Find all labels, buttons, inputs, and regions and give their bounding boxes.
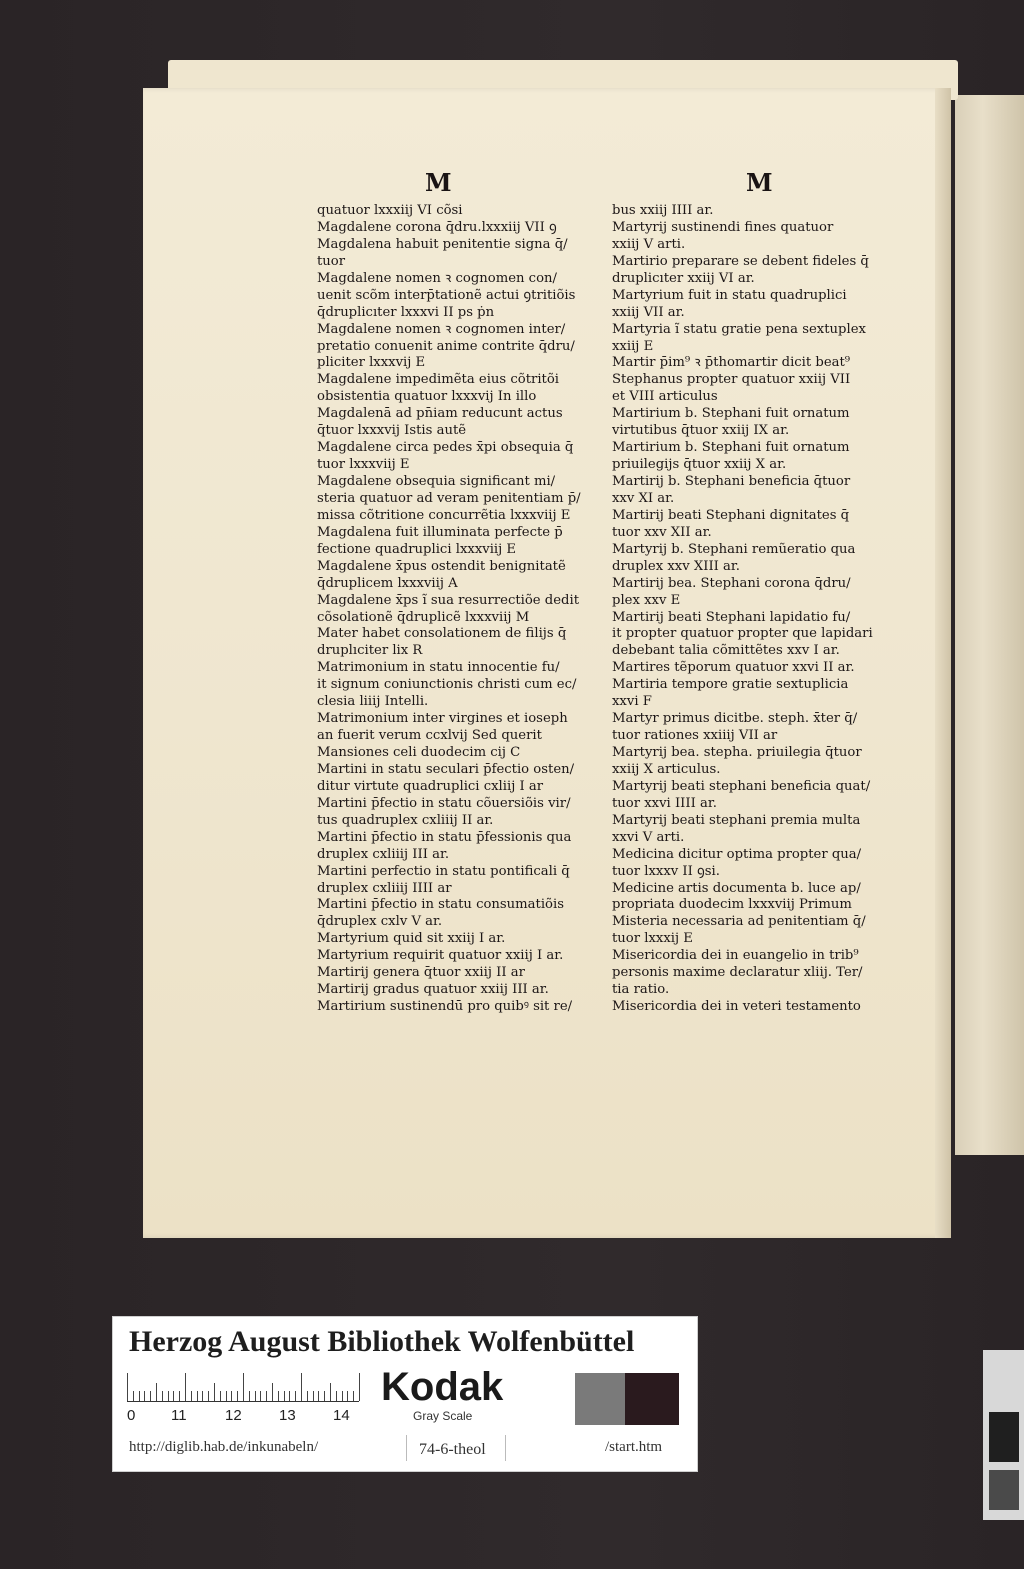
ruler-tick	[353, 1391, 354, 1401]
text-line: Martirij gradus quatuor xxiij III ar.	[317, 982, 549, 998]
text-line: Magdalene x̄pus ostendit benignitatẽ	[317, 558, 566, 574]
text-line: Martini perfectio in statu pontificali q̄	[317, 863, 570, 879]
ruler-tick	[208, 1391, 209, 1401]
text-line: Mater habet consolationem de filijs q̄	[317, 626, 567, 642]
ruler-tick	[133, 1391, 134, 1401]
ruler-tick	[266, 1391, 267, 1401]
text-line: Martyrium quid sit xxiij I ar.	[317, 931, 506, 947]
text-line: Martirium sustinendū pro quibꝰ sit re/	[317, 999, 573, 1015]
text-line: Martini in statu seculari p̄fectio osten/	[317, 761, 575, 777]
text-line: Magdalenā ad pn̄iam reducunt actus	[317, 406, 563, 422]
text-line: clesia liiij Intelli.	[317, 694, 429, 710]
text-line: Martini p̄fectio in statu cõuersiõis vir/	[317, 795, 571, 811]
ruler-tick	[243, 1373, 244, 1401]
gray-block	[989, 1470, 1019, 1510]
ruler-label: 13	[279, 1407, 296, 1424]
right-text-column	[612, 203, 888, 1016]
text-line: cõsolationẽ q̄druplicẽ lxxxviij M	[317, 609, 530, 625]
text-line: Martyrium requirit quatuor xxiij I ar.	[317, 948, 564, 964]
text-line: Magdalene nomen ꝛ cognomen con/	[317, 270, 557, 286]
text-line: q̄druplicıter lxxxvi II ps ṗn	[317, 304, 495, 320]
text-line: Martirium b. Stephani fuit ornatum	[612, 440, 850, 456]
text-line: Misericordia dei in veteri testamento	[612, 999, 861, 1015]
ruler-tick	[342, 1391, 343, 1401]
ruler-tick	[255, 1391, 256, 1401]
ruler-tick	[336, 1391, 337, 1401]
ruler-tick	[324, 1391, 325, 1401]
ruler-tick	[347, 1391, 348, 1401]
text-line: druplex xxv XIII ar.	[612, 558, 740, 574]
text-line: Medicina dicitur optima propter qua/	[612, 846, 862, 862]
text-line: steria quatuor ad veram penitentiam p̄/	[317, 490, 581, 506]
shelfmark: 74-6-theol	[419, 1441, 486, 1458]
text-line: q̄tuor lxxxvij Istis autẽ	[317, 423, 467, 439]
text-line: xxvi V arti.	[612, 829, 685, 845]
text-line: tuor rationes xxiiij VII ar	[612, 728, 778, 744]
ruler-tick	[278, 1391, 279, 1401]
text-line: xxiij VII ar.	[612, 304, 685, 320]
text-line: Matrimonium in statu innocentie fu/	[317, 660, 560, 676]
text-line: pretatio conuenit anime contrite q̄dru/	[317, 338, 575, 354]
ruler-tick	[231, 1391, 232, 1401]
ruler-tick	[295, 1391, 296, 1401]
color-target-card	[112, 1316, 698, 1472]
page-header-left: M	[425, 168, 451, 197]
text-line: Medicine artis documenta b. luce ap/	[612, 880, 861, 896]
ruler-label: 0	[127, 1407, 136, 1424]
text-line: Martyrij beati stephani beneficia quat/	[612, 778, 871, 794]
ruler-tick	[249, 1391, 250, 1401]
text-line: tuor xxvi IIII ar.	[612, 795, 717, 811]
text-line: Martyrij beati stephani premia multa	[612, 812, 861, 828]
text-line: tuor lxxxviij E	[317, 457, 410, 473]
ruler-tick	[284, 1391, 285, 1401]
ruler-tick	[150, 1391, 151, 1401]
start-link-text: /start.htm	[605, 1439, 663, 1455]
ruler-tick	[185, 1373, 186, 1401]
text-line: propriata duodecim lxxxviij Primum	[612, 897, 852, 913]
text-line: xxiij V arti.	[612, 236, 686, 252]
text-line: druplex cxliiij IIII ar	[317, 880, 452, 896]
text-line: ditur virtute quadruplici cxliij I ar	[317, 778, 544, 794]
text-line: Stephanus propter quatuor xxiij VII	[612, 372, 851, 388]
ruler-tick	[197, 1391, 198, 1401]
text-line: Martirij genera q̄tuor xxiij II ar	[317, 965, 525, 981]
ruler-tick	[220, 1391, 221, 1401]
text-line: tia ratio.	[612, 982, 670, 998]
text-line: Martirij beati Stephani lapidatio fu/	[612, 609, 851, 625]
text-line: Martyrij bea. stepha. priuilegia q̄tuor	[612, 745, 862, 760]
text-line: druplex cxliiij III ar.	[317, 846, 450, 862]
ruler-label: 11	[171, 1407, 187, 1424]
ruler-tick	[214, 1383, 215, 1401]
text-line: druplıciter lix R	[317, 643, 423, 659]
text-line: Martiria tempore gratie sextuplicia	[612, 677, 849, 693]
text-line: Martirio preparare se debent fideles q̄	[612, 253, 869, 269]
ruler-label: 12	[225, 1407, 242, 1424]
text-line: druplicıter xxiij VI ar.	[612, 270, 755, 286]
text-line: personis maxime declaratur xliij. Ter/	[612, 965, 863, 981]
ruler-tick	[237, 1391, 238, 1401]
ruler-tick	[318, 1391, 319, 1401]
text-line: Martirij beati Stephani dignitates q̄	[612, 507, 850, 523]
side-target-strip	[983, 1350, 1024, 1520]
page-gutter	[935, 88, 951, 1238]
kodak-logo: Kodak	[381, 1365, 504, 1409]
text-line: Magdalene nomen ꝛ cognomen inter/	[317, 321, 566, 337]
text-line: an fuerit verum ccxlvij Sed querit	[317, 728, 542, 744]
text-line: Martyria ĩ statu gratie pena sextuplex	[612, 321, 866, 337]
dark-patch	[625, 1373, 679, 1425]
text-line: pliciter lxxxvij E	[317, 355, 426, 371]
text-line: obsistentia quatuor lxxxvij In illo	[317, 389, 537, 405]
ruler-tick	[301, 1373, 302, 1401]
text-line: uenit scõm interp̄tationẽ actui ꝯtritiõis	[317, 287, 576, 303]
text-line: xxiij X articulus.	[612, 761, 721, 777]
ruler-tick	[226, 1391, 227, 1401]
gray-patch	[575, 1373, 625, 1425]
text-line: Martirij bea. Stephani corona q̄dru/	[612, 575, 851, 591]
text-line: et VIII articulus	[612, 389, 718, 405]
ruler-tick	[272, 1383, 273, 1401]
text-line: Misericordia dei in euangelio in trib⁹	[612, 948, 859, 964]
ruler-tick	[156, 1383, 157, 1401]
text-line: Matrimonium inter virgines et ioseph	[317, 711, 568, 727]
ruler-tick	[162, 1391, 163, 1401]
text-line: fectione quadruplici lxxxviij E	[317, 541, 517, 557]
text-line: Martyrij b. Stephani remũeratio qua	[612, 541, 856, 557]
text-line: Martirium b. Stephani fuit ornatum	[612, 406, 850, 422]
ruler-label: 14	[333, 1407, 350, 1424]
text-line: it signum coniunctionis christi cum ec/	[317, 677, 577, 693]
text-line: xxiij E	[612, 338, 654, 354]
text-line: tus quadruplex cxliiij II ar.	[317, 812, 494, 828]
text-line: tuor xxv XII ar.	[612, 524, 712, 540]
ruler-tick	[173, 1391, 174, 1401]
gray-scale-label: Gray Scale	[413, 1409, 473, 1423]
ruler-tick	[202, 1391, 203, 1401]
text-line: plex xxv E	[612, 592, 681, 608]
text-line: Magdalena habuit penitentie signa q̄/	[317, 236, 568, 252]
ruler-tick	[330, 1383, 331, 1401]
text-line: it propter quatuor propter que lapidari	[612, 626, 873, 642]
ruler-tick	[307, 1391, 308, 1401]
text-line: Magdalene obsequia significant mi/	[317, 474, 556, 489]
text-line: Magdalene corona q̄dru.lxxxiij VII ꝯ	[317, 219, 557, 235]
text-line: Martyrium fuit in statu quadruplici	[612, 287, 847, 303]
text-line: Martyr primus dicitbe. steph. x̄ter q̄/	[612, 711, 858, 727]
text-line: Martirij b. Stephani beneficia q̄tuor	[612, 474, 851, 489]
divider	[406, 1435, 407, 1461]
dark-block	[989, 1412, 1019, 1462]
ruler-tick	[313, 1391, 314, 1401]
page-header-right: M	[746, 168, 772, 197]
ruler-tick	[179, 1391, 180, 1401]
text-line: q̄druplicem lxxxviij A	[317, 575, 458, 591]
ruler-tick	[359, 1373, 360, 1401]
text-line: Martir p̄im⁹ ꝛ p̄thomartir dicit beat⁹	[612, 355, 851, 371]
ruler-tick	[139, 1391, 140, 1401]
text-line: quatuor lxxxiij VI cõsi	[317, 203, 463, 218]
text-line: Martires tẽporum quatuor xxvi II ar.	[612, 660, 855, 676]
text-line: Martini p̄fectio in statu p̄fessionis qua	[317, 829, 572, 845]
text-line: Magdalene x̄ps ĩ sua resurrectiõe dedit	[317, 592, 580, 608]
source-url: http://diglib.hab.de/inkunabeln/	[129, 1439, 319, 1455]
text-line: Magdalena fuit illuminata perfecte p̄	[317, 524, 563, 540]
text-line: tuor	[317, 253, 346, 269]
left-text-column	[317, 203, 593, 1016]
ruler-tick	[289, 1391, 290, 1401]
adjacent-page-edge	[955, 95, 1024, 1155]
text-line: priuilegijs q̄tuor xxiij X ar.	[612, 457, 787, 473]
text-line: tuor lxxxij E	[612, 931, 693, 947]
text-line: bus xxiij IIII ar.	[612, 203, 714, 218]
text-line: xxv XI ar.	[612, 490, 675, 506]
ruler-tick	[127, 1373, 128, 1401]
ruler-tick	[191, 1391, 192, 1401]
divider	[505, 1435, 506, 1461]
ruler-tick	[144, 1391, 145, 1401]
text-line: tuor lxxxv II ꝯsi.	[612, 863, 720, 879]
scale-ruler	[127, 1371, 359, 1402]
text-line: missa cõtritione concurrẽtia lxxxviij E	[317, 507, 571, 523]
ruler-tick	[260, 1391, 261, 1401]
text-line: debebant talia cõmittẽtes xxv I ar.	[612, 643, 840, 659]
text-line: q̄druplex cxlv V ar.	[317, 914, 443, 930]
text-line: xxvi F	[612, 694, 652, 710]
text-line: Martyrij sustinendi fines quatuor	[612, 219, 834, 235]
library-name: Herzog August Bibliothek Wolfenbüttel	[129, 1325, 635, 1358]
ruler-tick	[168, 1391, 169, 1401]
text-line: Misteria necessaria ad penitentiam q̄/	[612, 914, 866, 930]
text-line: Magdalene circa pedes x̄pi obsequia q̄	[317, 440, 574, 456]
text-line: Magdalene impedimẽta eius cõtritõi	[317, 372, 559, 388]
text-line: Martini p̄fectio in statu consumatiõis	[317, 897, 564, 913]
text-line: Mansiones celi duodecim cij C	[317, 745, 521, 760]
text-line: virtutibus q̄tuor xxiij IX ar.	[612, 423, 790, 439]
